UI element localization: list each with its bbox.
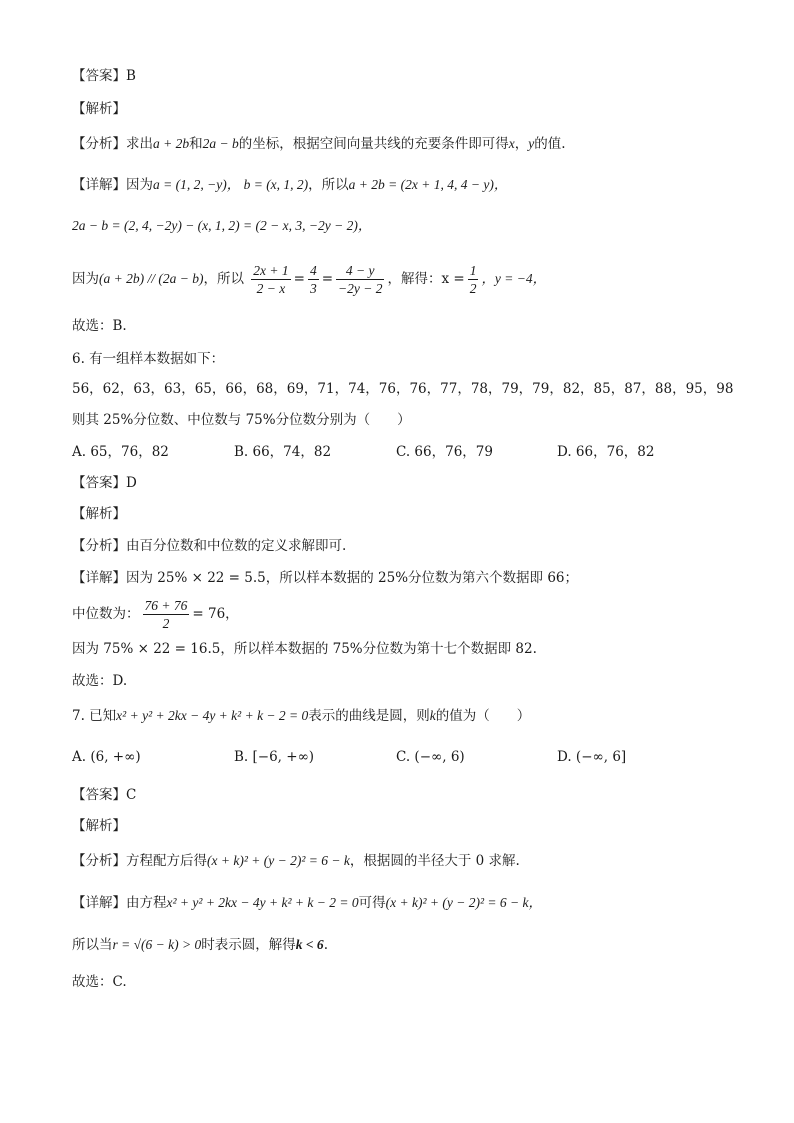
q6-option-d: D. 66，76，82 — [557, 444, 655, 460]
q6-option-c: C. 66，76，79 — [396, 444, 493, 460]
fraction-numerator: 1 — [469, 263, 477, 278]
q6-detail-line-3: 因为 75% × 22 = 16.5，所以样本数据的 75%分位数为第十七个数据即 82. — [72, 641, 537, 657]
variable: k — [429, 708, 436, 723]
answer-label: 【答案】 — [72, 475, 126, 491]
q5-choice: 故选：B. — [72, 318, 127, 334]
answer-label: 【答案】 — [72, 787, 126, 803]
detail-text: 中位数为： — [72, 606, 140, 622]
detail-text: . — [323, 937, 328, 953]
result-inequality: k < 6 — [295, 937, 324, 952]
fraction-denominator: 2 − x — [256, 281, 286, 296]
detail-text: ，所以 — [308, 177, 349, 193]
fraction — [468, 262, 479, 297]
detail-label: 【详解】 — [72, 895, 126, 911]
detail-label: 【详解】 — [72, 570, 126, 586]
detail-text: 可得 — [358, 895, 386, 911]
q6-question: 则其 25%分位数、中位数与 75%分位数分别为（ ） — [72, 412, 411, 428]
detail-label: 【详解】 — [72, 177, 126, 193]
detail-text: = 76， — [192, 606, 239, 622]
fenxi-text: 求出 — [126, 136, 153, 152]
answer-label: 【答案】 — [72, 68, 126, 84]
stem-text: 7. 已知 — [72, 708, 117, 724]
q6-fenxi-line — [72, 536, 346, 556]
detail-text: 时表示圆，解得 — [201, 937, 296, 953]
vector-expression: 2a − b — [202, 136, 239, 151]
fraction-numerator: 4 — [309, 263, 317, 278]
q5-answer-line — [72, 66, 136, 86]
vector-expression: a + 2b — [153, 136, 190, 151]
fraction — [143, 597, 190, 632]
q5-detail-line-1 — [72, 175, 507, 195]
fraction-numerator: 2x + 1 — [253, 263, 289, 278]
answer-value: C — [126, 787, 137, 803]
q7-option-b: B. [−6, +∞) — [234, 749, 315, 765]
q5-fenxi-line — [72, 134, 566, 154]
q7-fenxi-line — [72, 851, 520, 871]
q6-option-a: A. 65，76，82 — [72, 444, 169, 460]
fenxi-text: 的坐标，根据空间向量共线的充要条件即可得 — [238, 136, 509, 152]
q5-analysis-label: 【解析】 — [72, 101, 126, 117]
q7-analysis-label: 【解析】 — [72, 818, 126, 834]
detail-text: ，所以 — [203, 271, 244, 287]
detail-text: ，解得：x = — [387, 271, 465, 287]
q7-detail-line-1 — [72, 893, 542, 913]
q5-detail-line-3: 因为(a + 2b) // (2a − b)，所以 $\frac{2x + 1}{2 - x}$ = $\frac{4}{3}$ = $\frac{4 - y}{-2y - 2}$ ，解得：x = $\frac{1}{2}$ ，y = −4， — [72, 263, 547, 296]
fenxi-text: 和 — [189, 136, 203, 152]
q5-detail-line-2: 2a − b = (2, 4, −2y) − (x, 1, 2) = (2 − x, 3, −2y − 2)， — [72, 218, 372, 233]
radius-condition: r = √(6 − k) > 0 — [112, 937, 202, 952]
q7-option-d: D. (−∞, 6] — [557, 749, 627, 765]
fraction — [336, 262, 384, 297]
parallel-expression: (a + 2b) // (2a − b) — [99, 271, 204, 286]
answer-value: D — [126, 475, 137, 491]
fraction-denominator: 2 — [469, 281, 477, 296]
fenxi-text: 方程配方后得 — [126, 853, 207, 869]
fraction-numerator: 76 + 76 — [144, 598, 188, 613]
q7-stem — [72, 706, 530, 726]
equation: x² + y² + 2kx − 4y + k² + k − 2 = 0 — [116, 708, 309, 723]
q6-median-line — [72, 597, 239, 632]
q7-option-a: A. (6, +∞) — [72, 749, 141, 765]
q6-analysis-label: 【解析】 — [72, 506, 126, 522]
fenxi-text: 由百分位数和中位数的定义求解即可. — [126, 538, 347, 554]
q7-option-c: C. (−∞, 6) — [396, 749, 465, 765]
q6-option-b: B. 66，74，82 — [234, 444, 332, 460]
vector-expression: a + 2b = (2x + 1, 4, 4 − y)， — [348, 177, 508, 192]
fenxi-text: 的值. — [534, 136, 566, 152]
detail-text: ，y = −4， — [481, 271, 547, 286]
fraction — [251, 262, 290, 297]
detail-text: 所以当 — [72, 937, 113, 953]
answer-value: B — [126, 68, 136, 84]
equation: (x + k)² + (y − 2)² = 6 − k， — [385, 895, 542, 910]
stem-text: 表示的曲线是圆，则 — [308, 708, 430, 724]
fenxi-text: ，根据圆的半径大于 0 求解. — [349, 853, 520, 869]
variable: y — [528, 136, 535, 151]
q7-answer-line — [72, 785, 136, 805]
fenxi-label: 【分析】 — [72, 136, 126, 152]
detail-text: 因为 — [72, 271, 99, 287]
equation: x² + y² + 2kx − 4y + k² + k − 2 = 0 — [166, 895, 359, 910]
q7-choice: 故选：C. — [72, 974, 127, 990]
fenxi-text: ， — [514, 136, 529, 152]
detail-text: 因为 25% × 22 = 5.5，所以样本数据的 25%分位数为第六个数据即 66； — [126, 570, 578, 586]
fenxi-label: 【分析】 — [72, 853, 126, 869]
fraction — [308, 262, 319, 297]
equation: (x + k)² + (y − 2)² = 6 − k — [207, 853, 350, 868]
q6-detail-line-1 — [72, 568, 578, 588]
stem-text: 的值为（ ） — [435, 708, 531, 724]
q6-data-list: 56，62，63，63，65，66，68，69，71，74，76，76，77，78，79，79，82，85，87，88，95，98 — [72, 381, 734, 397]
variable: x — [508, 136, 515, 151]
q7-detail-line-2 — [72, 935, 328, 955]
vector-expression: a = (1, 2, −y)， b = (x, 1, 2) — [153, 177, 309, 192]
detail-text: 因为 — [126, 177, 153, 193]
q6-stem: 6. 有一组样本数据如下： — [72, 351, 225, 367]
fraction-denominator: −2y − 2 — [338, 281, 383, 296]
fenxi-label: 【分析】 — [72, 538, 126, 554]
fraction-denominator: 3 — [309, 281, 317, 296]
fraction-numerator: 4 − y — [336, 262, 384, 280]
detail-text: 由方程 — [126, 895, 167, 911]
fraction-denominator: 2 — [162, 616, 170, 631]
q6-choice: 故选：D. — [72, 673, 128, 689]
q6-answer-line — [72, 473, 137, 493]
